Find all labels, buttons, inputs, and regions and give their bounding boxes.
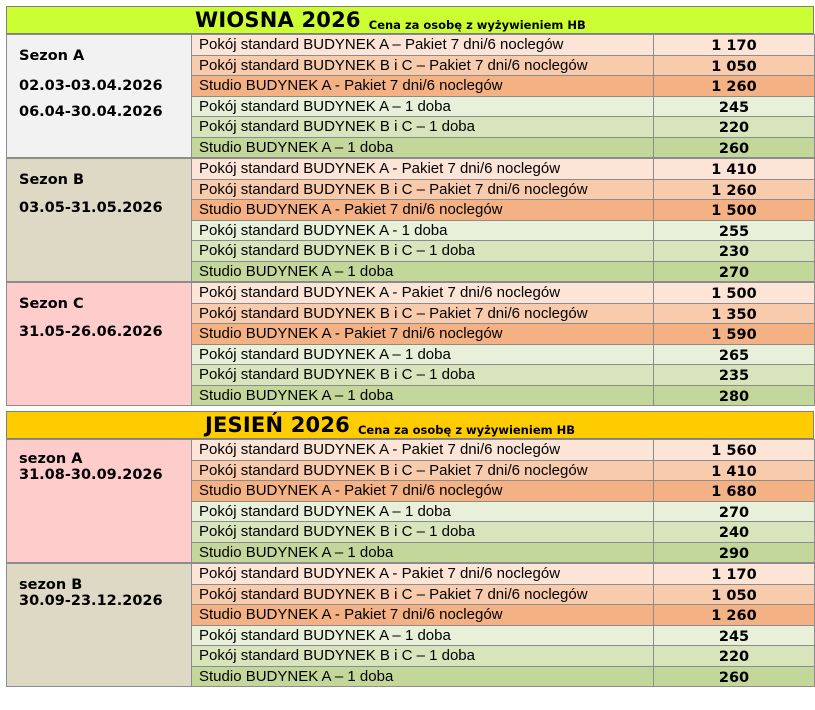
price-value: 1 170 [654,35,815,56]
price-value: 1 260 [654,605,815,626]
spring-banner [6,6,814,34]
room-name: Studio BUDYNEK A – 1 doba [192,137,654,158]
room-name: Pokój standard BUDYNEK A - Pakiet 7 dni/6 noclegów [192,283,654,304]
season-table-autumn-a [6,439,815,563]
season-name: Sezon C [19,296,84,312]
room-name: Pokój standard BUDYNEK B i C – Pakiet 7 dni/6 noclegów [192,303,654,324]
room-name: Pokój standard BUDYNEK A – 1 doba [192,625,654,646]
room-name: Pokój standard BUDYNEK B i C – 1 doba [192,365,654,386]
room-name: Studio BUDYNEK A – 1 doba [192,542,654,563]
room-name: Pokój standard BUDYNEK A – 1 doba [192,344,654,365]
price-value: 1 260 [654,179,815,200]
season-label [7,440,192,563]
season-label [7,283,192,406]
price-value: 1 350 [654,303,815,324]
price-value: 1 050 [654,584,815,605]
price-value: 220 [654,646,815,667]
room-name: Pokój standard BUDYNEK A – Pakiet 7 dni/6 noclegów [192,35,654,56]
price-list [6,6,814,687]
price-value: 280 [654,385,815,406]
season-dates: 03.05-31.05.2026 [19,199,163,216]
room-name: Studio BUDYNEK A – 1 doba [192,261,654,282]
price-value: 270 [654,261,815,282]
price-value: 1 050 [654,55,815,76]
room-name: Pokój standard BUDYNEK A - Pakiet 7 dni/6 noclegów [192,564,654,585]
season-table-spring-b [6,158,815,282]
room-name: Studio BUDYNEK A – 1 doba [192,666,654,687]
price-value: 240 [654,522,815,543]
autumn-subtitle: Cena za osobę z wyżywieniem HB [357,423,575,437]
price-value: 230 [654,241,815,262]
spring-title: WIOSNA 2026 [195,8,361,32]
season-dates: 30.09-23.12.2026 [19,592,163,609]
room-name: Pokój standard BUDYNEK B i C – 1 doba [192,117,654,138]
room-name: Pokój standard BUDYNEK A – 1 doba [192,501,654,522]
price-value: 265 [654,344,815,365]
room-name: Pokój standard BUDYNEK B i C – Pakiet 7 dni/6 noclegów [192,179,654,200]
room-name: Studio BUDYNEK A - Pakiet 7 dni/6 noclegów [192,481,654,502]
room-name: Studio BUDYNEK A - Pakiet 7 dni/6 noclegów [192,605,654,626]
price-value: 1 170 [654,564,815,585]
room-name: Pokój standard BUDYNEK A - Pakiet 7 dni/6 noclegów [192,440,654,461]
table-row [7,35,815,56]
season-table-autumn-b [6,563,815,687]
room-name: Pokój standard BUDYNEK A - Pakiet 7 dni/6 noclegów [192,159,654,180]
season-name: Sezon A [19,48,85,64]
room-name: Pokój standard BUDYNEK A - 1 doba [192,220,654,241]
table-row [7,564,815,585]
spring-subtitle: Cena za osobę z wyżywieniem HB [368,18,586,32]
price-value: 1 590 [654,324,815,345]
price-value: 260 [654,666,815,687]
room-name: Studio BUDYNEK A - Pakiet 7 dni/6 noclegów [192,76,654,97]
room-name: Studio BUDYNEK A - Pakiet 7 dni/6 noclegów [192,324,654,345]
season-name: Sezon B [19,172,85,188]
room-name: Pokój standard BUDYNEK B i C – Pakiet 7 dni/6 noclegów [192,55,654,76]
room-name: Pokój standard BUDYNEK B i C – 1 doba [192,646,654,667]
price-value: 1 410 [654,159,815,180]
price-value: 245 [654,625,815,646]
price-value: 1 500 [654,283,815,304]
price-value: 245 [654,96,815,117]
season-dates: 31.08-30.09.2026 [19,466,163,483]
price-value: 1 560 [654,440,815,461]
season-table-spring-c [6,282,815,406]
price-value: 290 [654,542,815,563]
price-value: 1 410 [654,460,815,481]
room-name: Pokój standard BUDYNEK A – 1 doba [192,96,654,117]
room-name: Pokój standard BUDYNEK B i C – Pakiet 7 dni/6 noclegów [192,584,654,605]
price-value: 235 [654,365,815,386]
season-name: sezon B [19,577,83,593]
season-name: sezon A [19,451,83,467]
season-label [7,35,192,158]
room-name: Pokój standard BUDYNEK B i C – 1 doba [192,522,654,543]
season-dates: 02.03-03.04.2026 [19,77,163,94]
season-dates: 31.05-26.06.2026 [19,323,163,340]
price-value: 270 [654,501,815,522]
price-value: 255 [654,220,815,241]
room-name: Studio BUDYNEK A - Pakiet 7 dni/6 noclegów [192,200,654,221]
price-value: 1 260 [654,76,815,97]
room-name: Pokój standard BUDYNEK B i C – 1 doba [192,241,654,262]
season-dates: 06.04-30.04.2026 [19,103,163,120]
room-name: Pokój standard BUDYNEK B i C – Pakiet 7 dni/6 noclegów [192,460,654,481]
room-name: Studio BUDYNEK A – 1 doba [192,385,654,406]
price-value: 260 [654,137,815,158]
autumn-title: JESIEŃ 2026 [205,413,350,437]
season-label [7,159,192,282]
price-value: 1 680 [654,481,815,502]
price-value: 220 [654,117,815,138]
table-row [7,283,815,304]
table-row [7,440,815,461]
season-table-spring-a [6,34,815,158]
season-label [7,564,192,687]
price-value: 1 500 [654,200,815,221]
table-row [7,159,815,180]
autumn-banner [6,411,814,439]
